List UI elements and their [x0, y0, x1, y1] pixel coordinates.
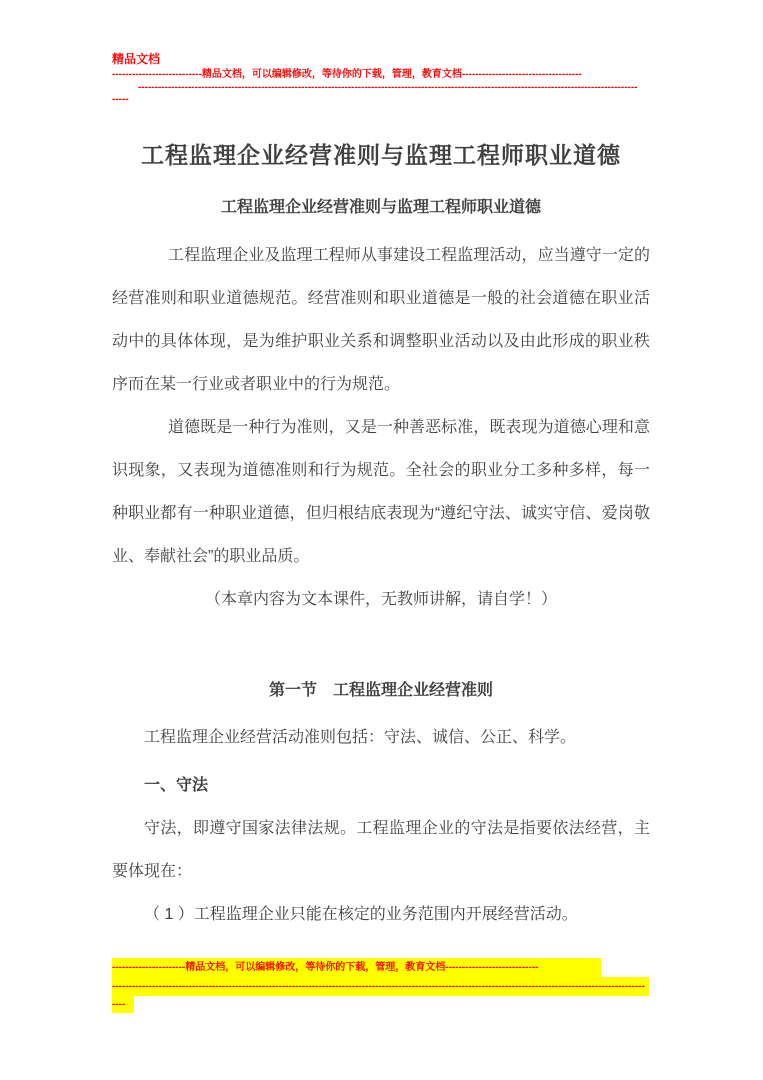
blank-line: [112, 621, 650, 669]
section-heading: 第一节 工程监理企业经营准则: [268, 682, 493, 699]
footer-banner-text: ----------------------精品文档，可以编辑修改，等待你的下载，管理，教育文档----------------------------: [112, 958, 601, 977]
subsection-heading: 一、守法: [144, 777, 209, 794]
header-banner-dashes-tail: -----: [112, 94, 129, 105]
footer-banner: [112, 958, 650, 1013]
header-banner: [112, 51, 650, 106]
section-intro: 工程监理企业经营活动准则包括：守法、诚信、公正、科学。: [144, 729, 577, 746]
paragraph-1: 工程监理企业及监理工程师从事建设工程监理活动，应当遵守一定的经营准则和职业道德规范。经营准则和职业道德是一般的社会道德在职业活动中的具体体现，是为维护职业关系和调整职业活动以及由此形成的职业秩序而在某一行业或者职业中的行为规范。: [112, 247, 650, 393]
watermark-label: 精品文档: [112, 52, 161, 66]
subsection-body: 守法，即遵守国家法律法规。工程监理企业的守法是指要依法经营，主要体现在：: [112, 820, 650, 880]
list-item-1: （ 1 ）工程监理企业只能在核定的业务范围内开展经营活动。: [144, 906, 578, 923]
document-subtitle: 工程监理企业经营准则与监理工程师职业道德: [220, 199, 541, 216]
document-title: 工程监理企业经营准则与监理工程师职业道德: [141, 143, 621, 168]
footer-banner-dashes: ----------------------------------------------------------------------------------------------------------------------------------------------------------------: [112, 977, 649, 996]
paragraph-2: 道德既是一种行为准则，又是一种善恶标准，既表现为道德心理和意识现象，又表现为道德准则和行为规范。全社会的职业分工多种多样，每一种职业都有一种职业道德，但归根结底表现为“遵纪守法、诚实守信、爱岗敬业、奉献社会”的职业品质。: [112, 419, 650, 565]
document-content: [112, 138, 650, 936]
self-study-note: （本章内容为文本课件，无教师讲解，请自学！）: [204, 591, 557, 608]
header-banner-text: ---------------------------精品文档，可以编辑修改，等待你的下载，管理，教育文档------------------------------------: [112, 69, 582, 80]
footer-banner-dashes-tail: ----: [112, 996, 134, 1013]
header-banner-dashes: ------------------------------------------------------------------------------------------------------------------------------------------------------: [138, 82, 638, 93]
